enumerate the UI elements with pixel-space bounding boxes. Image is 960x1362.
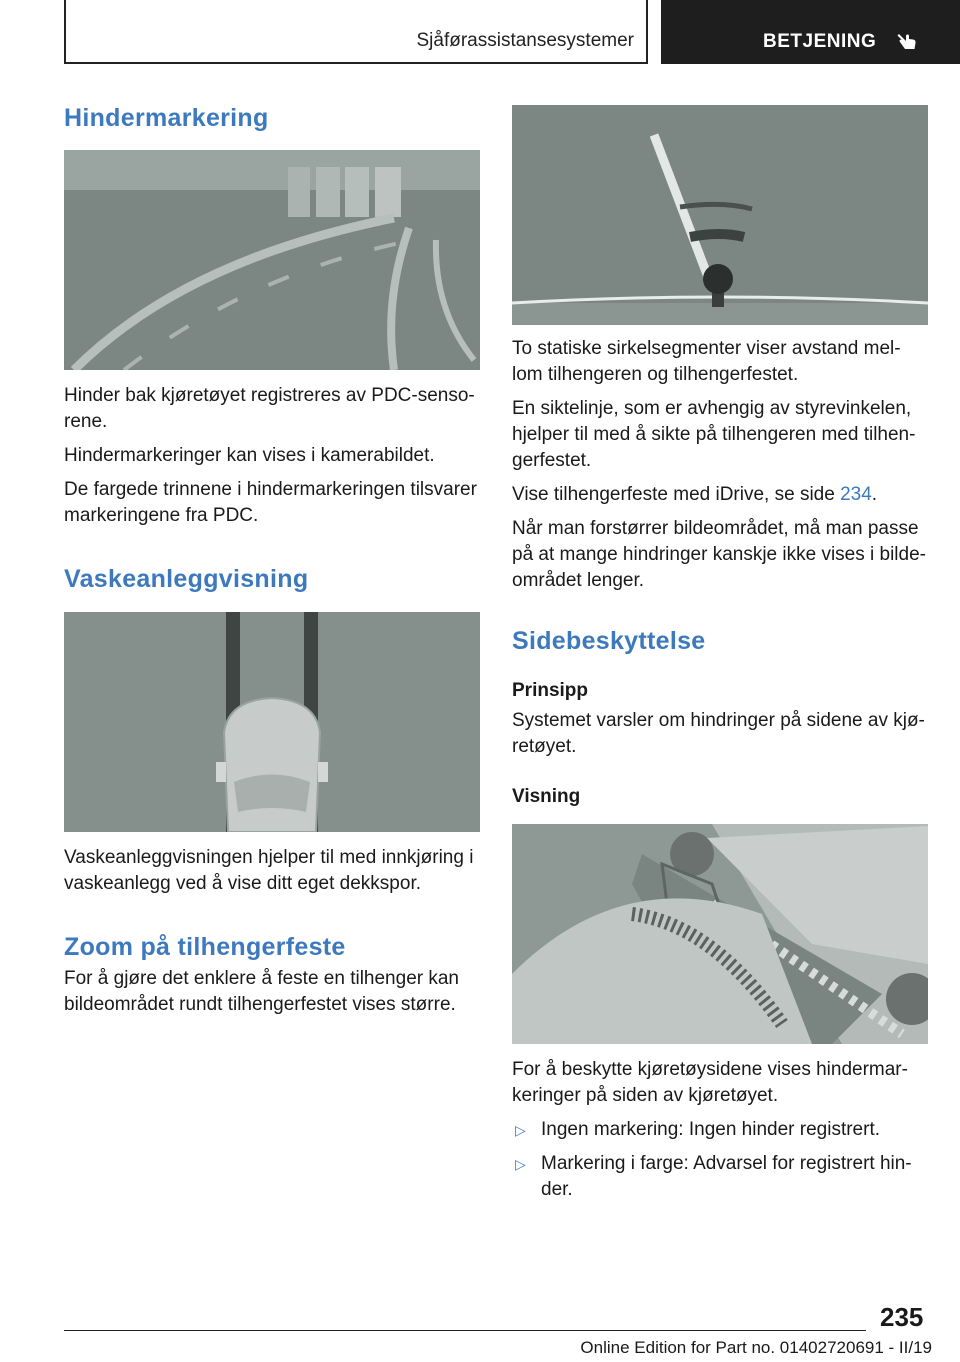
- heading-prinsipp: Prinsipp: [512, 680, 589, 701]
- chapter-title: BETJENING: [763, 31, 877, 52]
- heading-visning: Visning: [512, 786, 581, 807]
- obstacle-marking-camera-image: [64, 150, 480, 370]
- car-wash-view-image: [64, 612, 480, 832]
- header-chapter-tab: [661, 0, 960, 64]
- triangle-bullet-icon: ▷: [515, 1156, 526, 1172]
- page-number: 235: [880, 1302, 924, 1332]
- visning-paragraph: For å beskytte kjøretøysidene vises hindermar-keringer på siden av kjøretøyet.: [512, 1059, 908, 1106]
- header-section-box: [64, 0, 648, 64]
- vaskeanlegg-paragraph: Vaskeanleggvisningen hjelper til med innkjøring i vaskeanlegg ved å vise ditt eget dekkspor.: [64, 847, 474, 894]
- heading-hindermarkering: Hindermarkering: [64, 104, 269, 132]
- hindermarkering-paragraph-2: Hindermarkeringer kan vises i kamerabildet.: [64, 445, 435, 466]
- prinsipp-paragraph: Systemet varsler om hindringer på sidene av kjø-retøyet.: [512, 710, 925, 757]
- page-reference-link[interactable]: 234: [840, 484, 872, 505]
- zoom-paragraph-1: For å gjøre det enklere å feste en tilhenger kan bildeområdet rundt tilhengerfestet vises større.: [64, 968, 460, 1015]
- list-item: ▷ Markering i farge: Advarsel for registrert hin-der.: [515, 1153, 912, 1200]
- footer-divider: [64, 1330, 866, 1331]
- side-protection-view-image: [512, 824, 928, 1044]
- zoom-paragraph-2: To statiske sirkelsegmenter viser avstand mel-lom tilhengeren og tilhengerfestet.: [512, 338, 901, 385]
- heading-sidebeskyttelse: Sidebeskyttelse: [512, 627, 706, 655]
- zoom-paragraph-5: Når man forstørrer bildeområdet, må man passe på at mange hindringer kanskje ikke vises i bilde-området lenger.: [512, 518, 926, 591]
- hindermarkering-paragraph-1: Hinder bak kjøretøyet registreres av PDC-senso-rene.: [64, 385, 475, 432]
- zoom-paragraph-4: Vise tilhengerfeste med iDrive, se side 234.: [512, 484, 878, 505]
- zoom-paragraph-3: En siktelinje, som er avhengig av styrevinkelen, hjelper til med å sikte på tilhengeren med tilhen-gerfestet.: [512, 398, 916, 471]
- pointing-hand-icon: [895, 28, 919, 52]
- heading-zoom-tilhengerfeste: Zoom på tilhengerfeste: [64, 933, 346, 961]
- left-column: [64, 100, 480, 1026]
- heading-vaskeanleggvisning: Vaskeanleggvisning: [64, 565, 309, 593]
- footer-edition-text: Online Edition for Part no. 01402720691 - II/19: [580, 1338, 932, 1357]
- triangle-bullet-icon: ▷: [515, 1122, 526, 1138]
- hindermarkering-paragraph-3: De fargede trinnene i hindermarkeringen tilsvarer markeringene fra PDC.: [64, 479, 477, 526]
- right-column: [512, 105, 928, 1211]
- marking-list: [512, 1117, 928, 1203]
- section-title: Sjåførassistansesystemer: [416, 30, 634, 51]
- trailer-hitch-zoom-image: [512, 105, 928, 325]
- list-item: ▷ Ingen markering: Ingen hinder registrert.: [512, 1117, 928, 1143]
